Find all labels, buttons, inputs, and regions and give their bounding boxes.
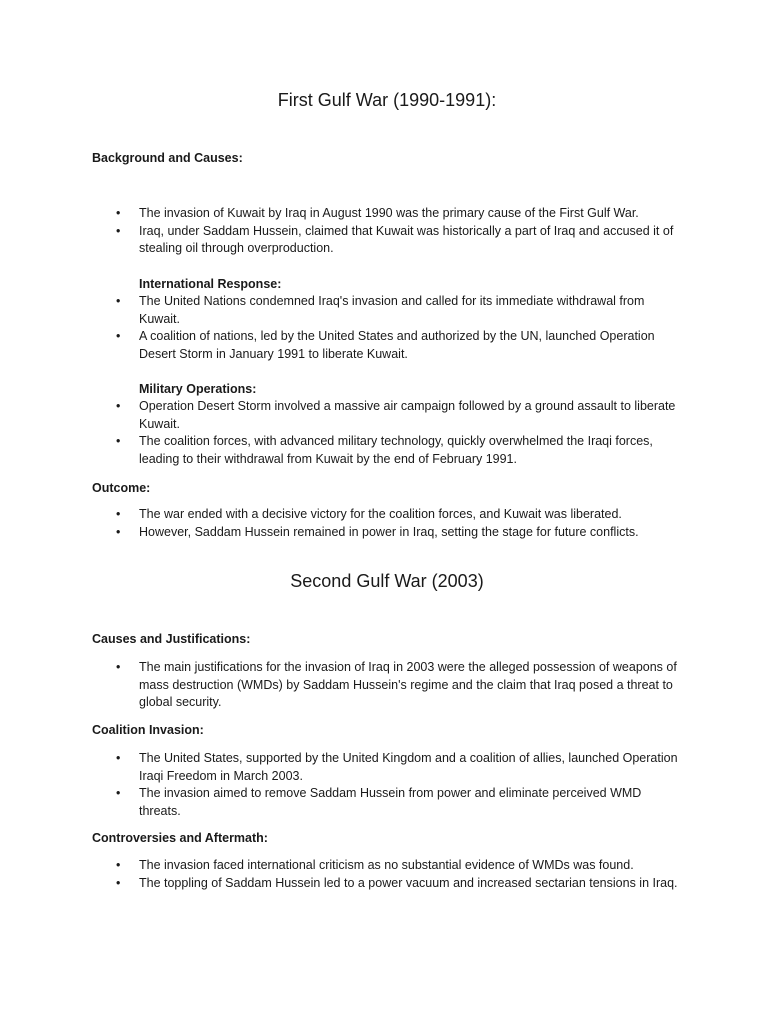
list-item: • However, Saddam Hussein remained in power in Iraq, setting the stage for future conflicts. bbox=[92, 524, 682, 542]
list-item: • The invasion of Kuwait by Iraq in August 1990 was the primary cause of the First Gulf War. bbox=[92, 205, 682, 223]
list-background-causes bbox=[92, 205, 682, 258]
list-item: • The invasion aimed to remove Saddam Hussein from power and eliminate perceived WMD threats. bbox=[92, 785, 682, 820]
title-second-gulf-war: Second Gulf War (2003) bbox=[290, 571, 484, 591]
list-outcome bbox=[92, 506, 682, 541]
heading-coalition-invasion: Coalition Invasion: bbox=[92, 723, 204, 737]
list-item: • The toppling of Saddam Hussein led to a power vacuum and increased sectarian tensions in Iraq. bbox=[92, 875, 682, 893]
list-military-operations bbox=[92, 398, 682, 468]
list-item: • The war ended with a decisive victory for the coalition forces, and Kuwait was liberated. bbox=[92, 506, 682, 524]
list-item: • The main justifications for the invasion of Iraq in 2003 were the alleged possession of weapons of mass destruction (WMDs) by Saddam Hussein's regime and the claim that Iraq posed a threat to global security. bbox=[92, 659, 682, 712]
list-item: • The invasion faced international criticism as no substantial evidence of WMDs was found. bbox=[92, 857, 682, 875]
heading-outcome: Outcome: bbox=[92, 481, 151, 495]
heading-controversies-aftermath: Controversies and Aftermath: bbox=[92, 831, 268, 845]
list-item: • Iraq, under Saddam Hussein, claimed that Kuwait was historically a part of Iraq and accused it of stealing oil through overproduction. bbox=[92, 223, 682, 258]
list-item: • Operation Desert Storm involved a massive air campaign followed by a ground assault to liberate Kuwait. bbox=[92, 398, 682, 433]
list-item: • The United States, supported by the United Kingdom and a coalition of allies, launched Operation Iraqi Freedom in March 2003. bbox=[92, 750, 682, 785]
list-controversies-aftermath bbox=[92, 857, 682, 892]
heading-causes-justifications: Causes and Justifications: bbox=[92, 632, 251, 646]
list-item: • The coalition forces, with advanced military technology, quickly overwhelmed the Iraqi forces, leading to their withdrawal from Kuwait by the end of February 1991. bbox=[92, 433, 682, 468]
list-item: • A coalition of nations, led by the United States and authorized by the UN, launched Operation Desert Storm in January 1991 to liberate Kuwait. bbox=[92, 328, 682, 363]
heading-background-causes: Background and Causes: bbox=[92, 151, 243, 165]
heading-international-response: International Response: bbox=[139, 277, 282, 291]
heading-military-operations: Military Operations: bbox=[139, 382, 257, 396]
list-coalition-invasion bbox=[92, 750, 682, 820]
title-first-gulf-war: First Gulf War (1990-1991): bbox=[277, 90, 497, 110]
list-item: • The United Nations condemned Iraq's invasion and called for its immediate withdrawal from Kuwait. bbox=[92, 293, 682, 328]
list-causes-justifications bbox=[92, 659, 682, 712]
list-international-response bbox=[92, 293, 682, 363]
